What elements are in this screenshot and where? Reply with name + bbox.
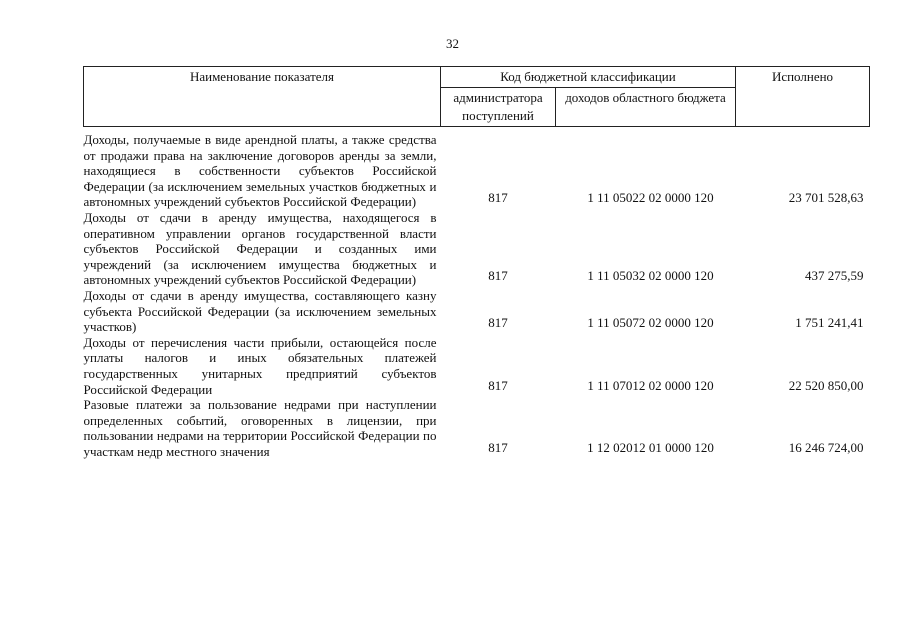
page-number: 32 — [446, 36, 459, 51]
row-admin-code: 817 — [488, 439, 508, 455]
row-name: Доходы от сдачи в аренду имущества, составляющего казну субъекта Российской Федерации (за исключением земельных участков) — [83, 287, 437, 335]
column-header-name: Наименование показателя — [84, 67, 441, 127]
row-amount: 16 246 724,00 — [788, 439, 864, 455]
column-header-executed: Исполнено — [736, 67, 870, 127]
row-admin-code: 817 — [488, 268, 508, 284]
budget-revenue-table — [83, 66, 870, 459]
table-row — [84, 397, 870, 459]
row-revenue-code: 1 12 02012 01 0000 120 — [587, 439, 714, 455]
row-name: Доходы от перечисления части прибыли, остающейся после уплаты налогов и иных обязательных платежей государственных унитарных предприятий субъектов Российской Федерации — [83, 334, 437, 397]
row-name: Доходы от сдачи в аренду имущества, находящегося в оперативном управлении органов государственной власти субъектов Российской Федерации и созданных ими учреждений (за исключением имущества бюджетных и автономных учреждений субъектов Российской Федерации) — [83, 209, 437, 288]
row-admin-code: 817 — [488, 190, 508, 206]
row-revenue-code: 1 11 07012 02 0000 120 — [587, 377, 714, 393]
row-amount: 437 275,59 — [805, 268, 864, 284]
row-name: Доходы, получаемые в виде арендной платы, а также средства от продажи права на заключение договоров аренды за земли, находящиеся в собственности субъектов Российской Федерации (за исключением земельных участков бюджетных и автономных учреждений субъектов Российской Федерации) — [83, 132, 437, 210]
row-amount: 1 751 241,41 — [795, 315, 864, 331]
column-header-code-group: Код бюджетной классификации — [441, 67, 736, 88]
table-row — [84, 288, 870, 335]
table-row — [84, 210, 870, 288]
row-admin-code: 817 — [488, 315, 508, 331]
column-header-admin: администратора поступлений — [441, 88, 556, 127]
row-name: Разовые платежи за пользование недрами при наступлении определенных событий, оговоренных в лицензии, при пользовании недрами на территории Российской Федерации по участкам недр местного значения — [83, 397, 437, 459]
table-row — [84, 127, 870, 210]
row-revenue-code: 1 11 05032 02 0000 120 — [587, 268, 714, 284]
row-revenue-code: 1 11 05072 02 0000 120 — [587, 315, 714, 331]
row-amount: 22 520 850,00 — [788, 377, 864, 393]
row-amount: 23 701 528,63 — [788, 190, 864, 206]
row-admin-code: 817 — [488, 377, 508, 393]
row-revenue-code: 1 11 05022 02 0000 120 — [587, 190, 714, 206]
table-row — [84, 335, 870, 397]
column-header-revenue: доходов областного бюджета — [556, 88, 736, 127]
